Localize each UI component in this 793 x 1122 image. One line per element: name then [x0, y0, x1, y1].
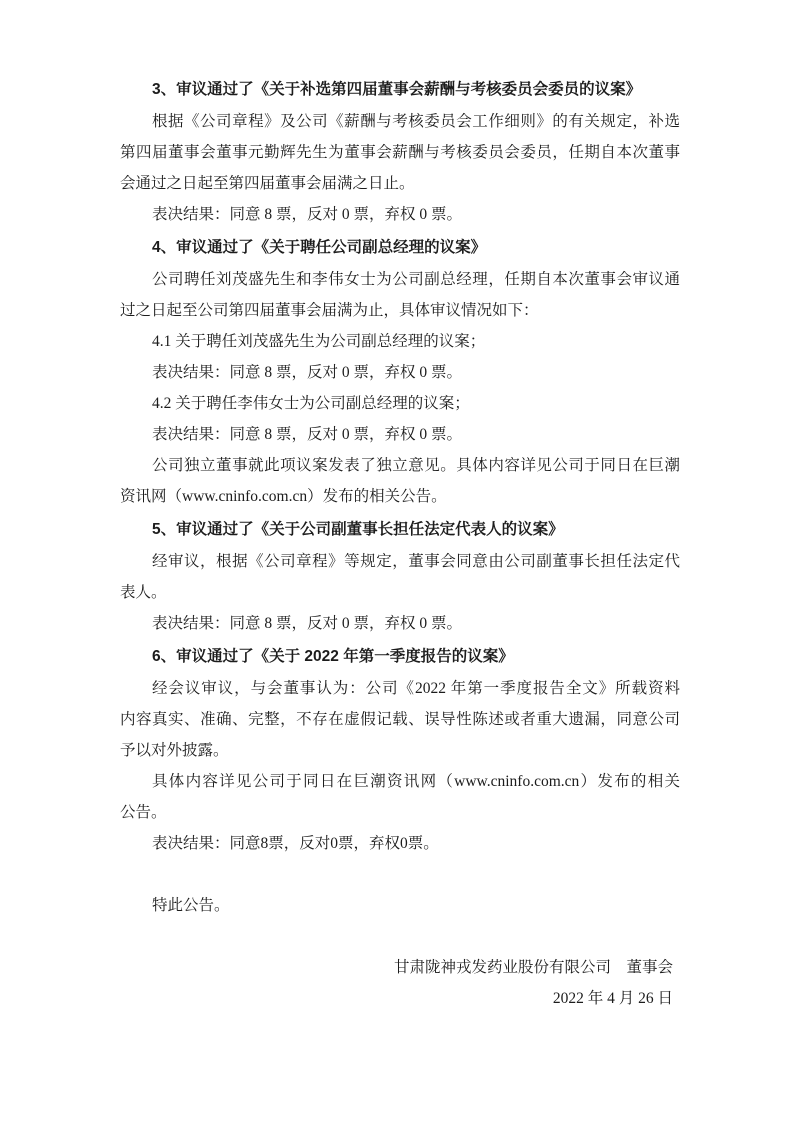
body-line: 公司聘任刘茂盛先生和李伟女士为公司副总经理，任期自本次董事会审议通: [152, 271, 680, 288]
body-line: 经审议，根据《公司章程》等规定，董事会同意由公司副董事长担任法定代: [152, 553, 680, 570]
body-line: 过之日起至公司第四届董事会届满为止，具体审议情况如下：: [120, 302, 539, 319]
body-line: 根据《公司章程》及公司《薪酬与考核委员会工作细则》的有关规定，补选: [152, 113, 680, 130]
independent-opinion-line: 公司独立董事就此项议案发表了独立意见。具体内容详见公司于同日在巨潮: [152, 457, 680, 474]
vote-result-line: 表决结果：同意 8 票，反对 0 票，弃权 0 票。: [152, 615, 463, 632]
signature-line: 甘肃陇神戎发药业股份有限公司 董事会: [393, 959, 673, 976]
disclosure-note-line: 公告。: [120, 804, 167, 821]
body-line: 经会议审议，与会董事认为：公司《2022 年第一季度报告全文》所载资料: [152, 680, 680, 697]
body-line: 予以对外披露。: [120, 742, 229, 759]
resolution-3-heading: 3、审议通过了《关于补选第四届董事会薪酬与考核委员会委员的议案》: [152, 81, 642, 98]
disclosure-note-line: 具体内容详见公司于同日在巨潮资讯网（www.cninfo.com.cn）发布的相关: [152, 773, 680, 790]
resolution-5-heading: 5、审议通过了《关于公司副董事长担任法定代表人的议案》: [152, 521, 564, 538]
vote-result-line: 表决结果：同意8票，反对0票，弃权0票。: [152, 835, 439, 852]
body-line: 第四届董事会董事元勤辉先生为董事会薪酬与考核委员会委员，任期自本次董事: [120, 144, 680, 161]
sub-item-4-2-title: 4.2 关于聘任李伟女士为公司副总经理的议案；: [152, 395, 470, 412]
body-line: 表人。: [120, 584, 167, 601]
resolution-6-heading: 6、审议通过了《关于 2022 年第一季度报告的议案》: [152, 648, 514, 665]
date-line: 2022 年 4 月 26 日: [552, 990, 673, 1007]
body-line: 内容真实、准确、完整，不存在虚假记载、误导性陈述或者重大遗漏，同意公司: [120, 711, 680, 728]
vote-result-line: 表决结果：同意 8 票，反对 0 票，弃权 0 票。: [152, 206, 463, 223]
resolution-4-heading: 4、审议通过了《关于聘任公司副总经理的议案》: [152, 239, 487, 256]
closing-line: 特此公告。: [152, 897, 230, 914]
vote-result-line: 表决结果：同意 8 票，反对 0 票，弃权 0 票。: [152, 364, 463, 381]
independent-opinion-line: 资讯网（www.cninfo.com.cn）发布的相关公告。: [120, 488, 447, 505]
sub-item-4-1-title: 4.1 关于聘任刘茂盛先生为公司副总经理的议案；: [152, 333, 486, 350]
vote-result-line: 表决结果：同意 8 票，反对 0 票，弃权 0 票。: [152, 426, 463, 443]
body-line: 会通过之日起至第四届董事会届满之日止。: [120, 175, 415, 192]
